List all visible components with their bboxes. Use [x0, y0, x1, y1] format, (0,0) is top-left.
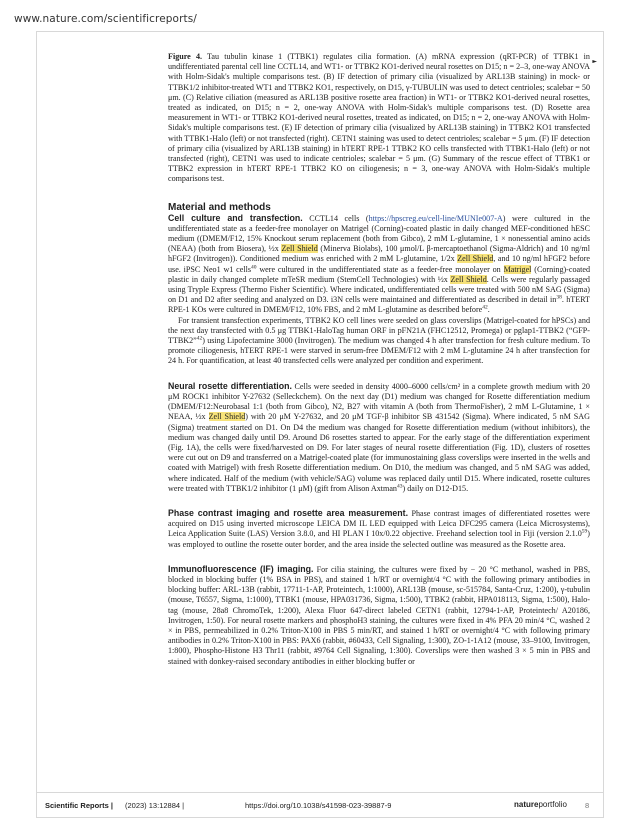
neural-rosette-section [168, 381, 590, 494]
reference-link[interactable]: 40 [251, 263, 257, 270]
immunofluorescence-heading: Immunofluorescence (IF) imaging. [168, 563, 314, 574]
figure-label: Figure 4. [168, 52, 203, 61]
immunofluorescence-paragraph: Immunofluorescence (IF) imaging. For cilia staining, the cultures were fixed by − 20 °C methanol, washed in PBS, blocked in blocking buffer (1% BSA in PBS), and stained 1 h/RT or overnight/4 °C with the following primary antibodies in blocking buffer: ARL-13B (rabbit, 17711-1-AP, Proteintech, 1:1000), ARL13B (mouse, sc-515784, Santa-Cruz, 1:200), γ-tubulin (mouse, T6557, Sigma, 1:1000), TTBK1 (mouse, HPA031736, Sigma, 1:500), TTBK2 (rabbit, HPA018113, Sigma, 1:500), Halo-tag (mouse, 28a8 ChromoTek, 1:200), Alexa Fluor 647-direct labeled CETN1 (rabbit, 12794-1-AP, Proteintech/ A20186, Invitrogen, 1:50). For neural rosette markers and phosphoH3 staining, the cultures were fixed in 4% PFA 20 min/4 °C, washed 2 × in PBS, permeabilized in 0.2% Triton-X100 in PBS 5 min/RT, and stained 1 h/RT or overnight/4 °C with following primary antibodies in 0.2% Triton-X100 in PBS: PAX6 (rabbit, #60433, Cell Signaling, 1:300), ZO-1-1A12 (mouse, 33–9100, Invitrogen, 1:800), Phospho-Histone H3 Thr11 (rabbit, #9764 Cell Signaling, 1:300). Coverslips were then washed 3 × 5 min in PBS and stained with donkey-raised secondary antibodies in either blocking buffer or [168, 563, 590, 666]
cell-culture-heading: Cell culture and transfection. [168, 212, 303, 223]
highlight-zell-shield: Zell Shield [281, 244, 318, 254]
reference-link[interactable]: 43 [396, 483, 403, 490]
transfection-paragraph: For transient transfection experiments, TTBK2 KO cell lines were seeded on glass coverslips (Matrigel-coated for hPSCs) and the next day transfected with 0.5 μg TTBK1-HaloTag human ORF in pFN21A (FHC12512, Promega) or pglap1-TTBK2 (“GFP-TTBK2”$^{42}$) using Lipofectamine 3000 (Invitrogen). The medium was changed 4 h after transfection for fresh culture medium. To promote ciliogenesis, hTERT RPE-1 were starved in serum-free DMEM/F12 with 2 mM L-glutamine 24 h after transfection for 24 h. For quantification, at least 40 transfected cells were analyzed per condition and experiment. [168, 315, 590, 366]
section-title: Material and methods [168, 201, 271, 213]
footer-journal: Scientific Reports | [45, 801, 113, 810]
highlight-matrigel: Matrigel [503, 264, 532, 274]
neural-rosette-paragraph: Neural rosette differentiation. Cells were seeded in density 4000–6000 cells/cm² in a complete growth medium with 20 μM ROCK1 inhibitor Y-27632 (Selleckchem). On the next day (D1) medium was changed for Rosette differentiation medium (DMEM/F12:Neurobasal 1:1 (both from Gibco), N2, B27 with vitamin A (both from ThermoFisher), 2 mM L-Glutamine, 1 × NEAA, ½x Zell Shield) with 20 μM Y-27632, and 20 μM TGF-β inhibitor SB 431542 (Sigma). Where indicated, 5 nM SAG (Sigma) treatment started on D1. On D4 the medium was changed for Rosette differentiation medium (without inhibitors), the medium was changed daily until D9. Around D6 rosettes started to appear. For the early stage of the differentiation experiment (Fig. 1A), the cells were fixed/harvested on D9. For later stages of neural rosette differentiation (Fig. 1D), clusters of rosettes were cut out on D9 and transferred on a Matrigel-coated plate (for immunostaining glass coverslips were inserted in the wells and coated with Matrigel) with fresh Rosette differentiation medium. On D10, the medium was changed, and 5 nM SAG was added, where indicated. Half of the medium (with vehicle/SAG) volume was replaced daily until D15. Where indicated, rosette cultures were treated with TTBK1/2 inhibitor (1 μM) (gift from Alison Axtman$^{43}$) daily on D12-D15. [168, 380, 590, 493]
page-number: 8 [585, 801, 590, 810]
phase-contrast-paragraph: Phase contrast imaging and rosette area measurement. Phase contrast images of differentiated rosettes were acquired on D15 using inverted microscope LEICA DM IL LED equipped with Leica DFC295 camera (Leica Microsystems), Leica Application Suite (LAS) Version 3.8.0, and HI PLAN I 10x/0.22 objective. Freehand selection tool in Fiji (version 2.1.0$^{59}$) was employed to outline the rosette outer border, and the area inside the selected outline was measured as the Rosette area. [168, 507, 590, 549]
cell-culture-section [168, 213, 590, 367]
cell-culture-paragraph: Cell culture and transfection. CCTL14 cells (https://hpscreg.eu/cell-line/MUNIe007-A) were cultured in the undifferentiated state as a feeder-free monolayer on Matrigel (Corning)-coated plastic in daily changed MEF-conditioned hESC medium ((DMEM/F12, 15% Knockout serum replacement (both from Gibco), 2 mM L-glutamine, 1 × nonessential amino acids (NEAA) (both from Biosera), ½x Zell Shield (Minerva Biolabs), 100 μmol/L β-mercaptoethanol (Sigma-Aldrich) and 10 ng/ml hFGF2 (Invitrogen)). Conditioned medium was enriched with 2 mM L-glutamine, 1/2x Zell Shield, and 10 ng/ml hFGF2 before use. iPSC Neo1 w1 cells$^{40}$ were cultured in the undifferentiated state as a feeder-free monolayer on Matrigel (Corning)-coated plastic in daily changed complete mTeSR medium (StemCell Technologies) with ½x Zell Shield. Cells were regularly passaged using Tryple Express (Thermo Fisher Scientific). Where indicated, undifferentiated cells were treated with 500 nM SAG (Sigma) on D1 and D2 after seeding and analyzed on D3. i3N cells were maintained and differentiated as described in detail $in^{38}$. hTERT RPE-1 KOs were cultured in DMEM/F12, 10% FBS, and 2 mM L-glutamine as described before$^{42}$. [168, 212, 590, 315]
phase-contrast-heading: Phase contrast imaging and rosette area measurement. [168, 507, 409, 518]
figure-title: Tau tubulin kinase 1 (TTBK1) regulates cilia formation. [207, 52, 411, 61]
reference-link[interactable]: 38 [556, 294, 562, 301]
nature-portfolio-logo: natureportfolio [514, 800, 567, 809]
reference-link[interactable]: 42 [482, 304, 488, 311]
article-page [36, 31, 604, 818]
figure-caption-body: (A) mRNA expression (qRT-PCR) of TTBK1 in undifferentiated parental cell line CCTL14, and WT1- or TTBK2 KO1-derived neural rosettes on D15; n = 2–3, one-way ANOVA with Holm-Sidak's multiple comparisons test. (B) IF detection of primary cilia (visualized by ARL13B staining) in mock- or TTBK1/2 inhibitor-treated WT1 and TTBK2 KO1, respectively, on D15, γ-TUBULIN was used to detect centrioles; scalebar = 50 μm. (C) Relative ciliation (measured as ARL13B positive rosette area fraction) in WT1- or TTBK2 KO1-derived neural rosettes, treated as indicated, on D15; n = 2, one-way ANOVA with Holm-Sidak's multiple comparisons test. (D) Rosette area measurement in WT1- or TTBK2 KO1-derived neural rosettes, treated as indicated, on D15; n = 2, one-way ANOVA with Holm-Sidak's multiple comparisons test. (E) IF detection of primary cilia (visualized by ARL13B staining) in TTBK2 KO1 transfected with TTBK1-Halo (left) or not transfected (right). CETN1 staining was used to detect centrioles; scalebar = 5 μm. (F) IF detection of primary cilia (visualized by ARL13B staining) in hTERT RPE-1 TTBK2 KO cells transfected with TTBK1-Halo (left) or not transfected (right), CETN1 was used to indicate centrioles; scalebar = 5 μm. (G) Summary of the rescue effect of TTBK1 or TTBK2 expression in hTERT RPE-1 TTBK2 KO on ciliogenesis; n = 3, one-way ANOVA with Holm-Sidak's multiple comparisons test. [168, 52, 590, 184]
phase-contrast-section [168, 508, 590, 550]
expand-arrow-icon[interactable]: ► [592, 58, 597, 65]
page-footer [37, 792, 603, 817]
figure-caption [168, 52, 590, 185]
cell-line-link[interactable]: https://hpscreg.eu/cell-line/MUNIe007-A [368, 213, 503, 223]
footer-citation: (2023) 13:12884 | [125, 801, 185, 810]
page-url[interactable]: www.nature.com/scientificreports/ [14, 13, 197, 25]
reference-link[interactable]: 42 [196, 335, 203, 342]
reference-link[interactable]: 59 [581, 528, 588, 535]
immunofluorescence-section [168, 564, 590, 667]
highlight-zell-shield: Zell Shield [450, 274, 487, 284]
neural-rosette-heading: Neural rosette differentiation. [168, 380, 292, 391]
highlight-zell-shield: Zell Shield [208, 412, 246, 422]
article-content [168, 52, 590, 681]
highlight-zell-shield: Zell Shield [457, 254, 494, 264]
footer-doi-link[interactable]: https://doi.org/10.1038/s41598-023-39887-9 [245, 801, 392, 810]
